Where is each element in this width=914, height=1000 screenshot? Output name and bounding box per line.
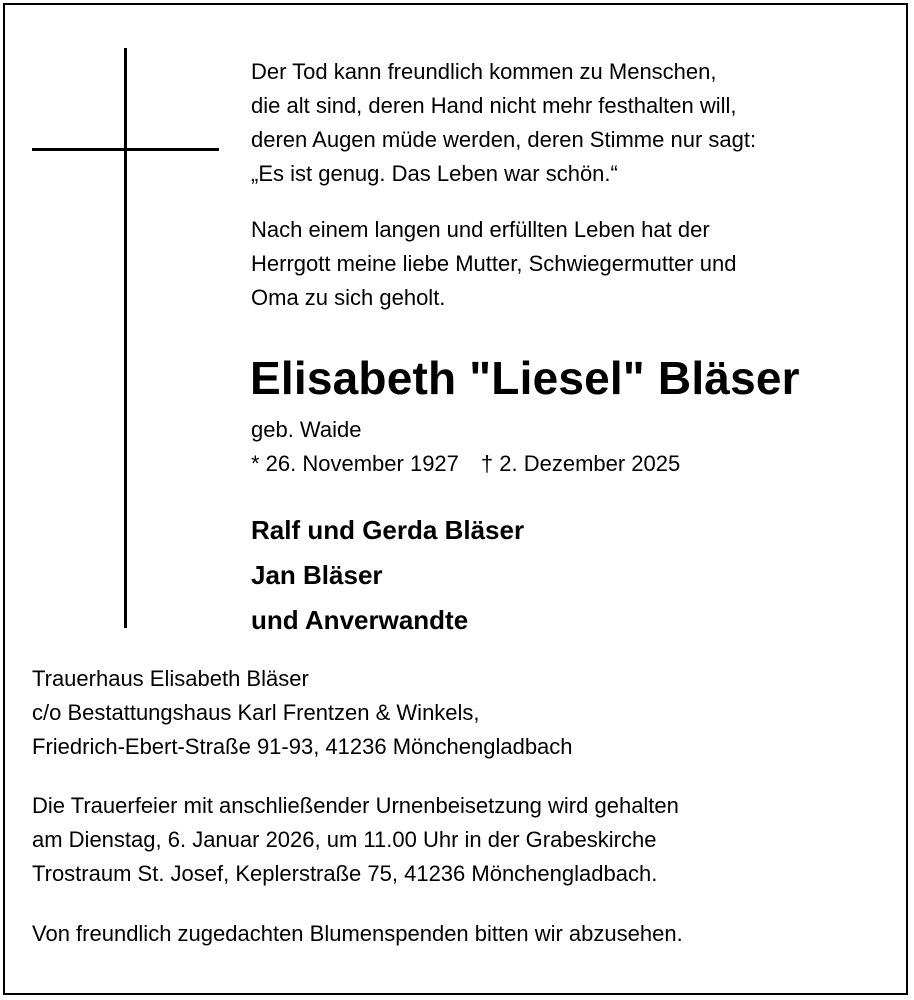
intro-line: Nach einem langen und erfüllten Leben hat der [251, 217, 710, 242]
poem-line: die alt sind, deren Hand nicht mehr festhalten will, [251, 93, 737, 118]
life-dates [251, 447, 680, 481]
poem-line: deren Augen müde werden, deren Stimme nur sagt: [251, 127, 757, 152]
poem-line: Der Tod kann freundlich kommen zu Menschen, [251, 59, 717, 84]
intro-paragraph [251, 213, 736, 315]
cross-icon-horizontal-bar [32, 148, 219, 151]
address-line: Friedrich-Ebert-Straße 91-93, 41236 Mönchengladbach [32, 734, 573, 759]
birth-date: * 26. November 1927 [251, 451, 459, 476]
ceremony-line: Trostraum St. Josef, Keplerstraße 75, 41236 Mönchengladbach. [32, 861, 658, 886]
maiden-name: geb. Waide [251, 417, 362, 442]
deceased-name: Elisabeth "Liesel" Bläser [250, 352, 800, 404]
deceased-details [251, 413, 680, 481]
bereaved-family [251, 508, 524, 643]
ceremony-line: Die Trauerfeier mit anschließender Urnenbeisetzung wird gehalten [32, 793, 679, 818]
address-line: c/o Bestattungshaus Karl Frentzen & Winkels, [32, 700, 480, 725]
memorial-poem [251, 55, 756, 191]
mourning-address [32, 662, 573, 764]
closing-note: Von freundlich zugedachten Blumenspenden bitten wir abzusehen. [32, 921, 683, 946]
family-line: Jan Bläser [251, 560, 383, 590]
family-line: Ralf und Gerda Bläser [251, 515, 525, 545]
address-line: Trauerhaus Elisabeth Bläser [32, 666, 309, 691]
cross-icon-vertical-bar [124, 48, 127, 628]
family-line: und Anverwandte [251, 605, 469, 635]
ceremony-info [32, 789, 679, 891]
intro-line: Herrgott meine liebe Mutter, Schwiegermutter und [251, 251, 737, 276]
death-date: † 2. Dezember 2025 [480, 451, 681, 476]
intro-line: Oma zu sich geholt. [251, 285, 446, 310]
poem-line: „Es ist genug. Das Leben war schön.“ [251, 161, 618, 186]
ceremony-line: am Dienstag, 6. Januar 2026, um 11.00 Uhr in der Grabeskirche [32, 827, 657, 852]
